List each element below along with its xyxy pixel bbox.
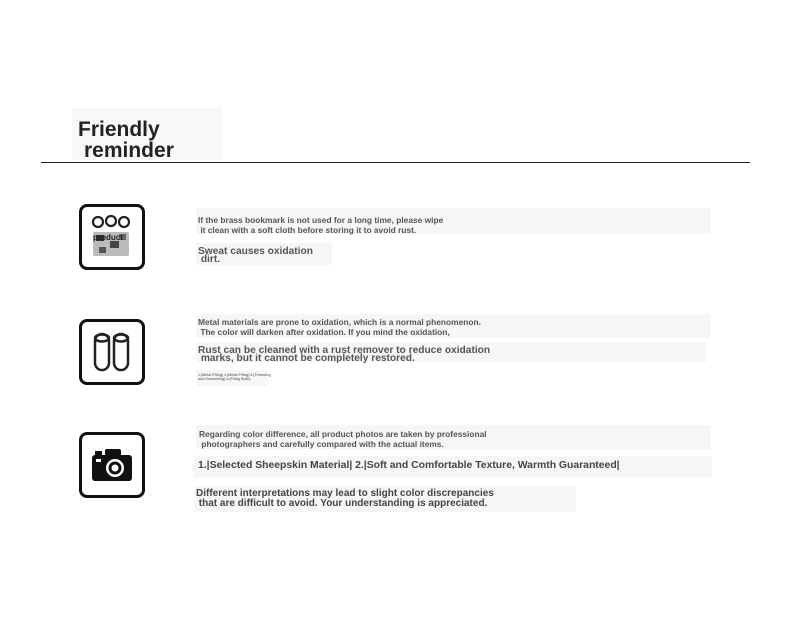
section-2-heading: Rust can be cleaned with a rust remover to reduce oxidation marks, but it cannot be completely restored. bbox=[198, 345, 491, 364]
metal-rolls-icon-frame bbox=[79, 319, 145, 385]
product-icon bbox=[85, 210, 139, 264]
section-3-note: Regarding color difference, all product photos are taken by professional photographers and carefully compared with the actual items. bbox=[199, 429, 487, 449]
feature-strip: 1.|Selected Sheepskin Material| 2.|Soft and Comfortable Texture, Warmth Guaranteed| bbox=[198, 460, 620, 471]
camera-icon-frame bbox=[79, 432, 145, 498]
section-1-heading: Sweat causes oxidation dirt. bbox=[198, 246, 313, 265]
product-icon-frame bbox=[79, 204, 145, 270]
section-2-tiny-note: 1.(Metal Filing) 2.(Metal Filing) 3.(Trimming and Smoothing) 4.(Filing Both) bbox=[198, 373, 271, 381]
section-1-note: If the brass bookmark is not used for a long time, please wipe it clean with a soft cloth before storing it to avoid rust. bbox=[198, 215, 444, 235]
section-2-note: Metal materials are prone to oxidation, which is a normal phenomenon. The color will darken after oxidation. If you mind the oxidation, bbox=[198, 317, 481, 337]
metal-rolls-icon bbox=[88, 328, 136, 376]
page-title-line-1: Friendly bbox=[78, 118, 160, 141]
page-title-line-2: reminder bbox=[84, 139, 174, 162]
section-3-heading: Different interpretations may lead to slight color discrepancies that are difficult to avoid. Your understanding is appreciated. bbox=[196, 488, 494, 509]
product-icon-label: product bbox=[93, 233, 123, 242]
camera-icon bbox=[91, 447, 133, 483]
title-divider bbox=[41, 162, 750, 163]
